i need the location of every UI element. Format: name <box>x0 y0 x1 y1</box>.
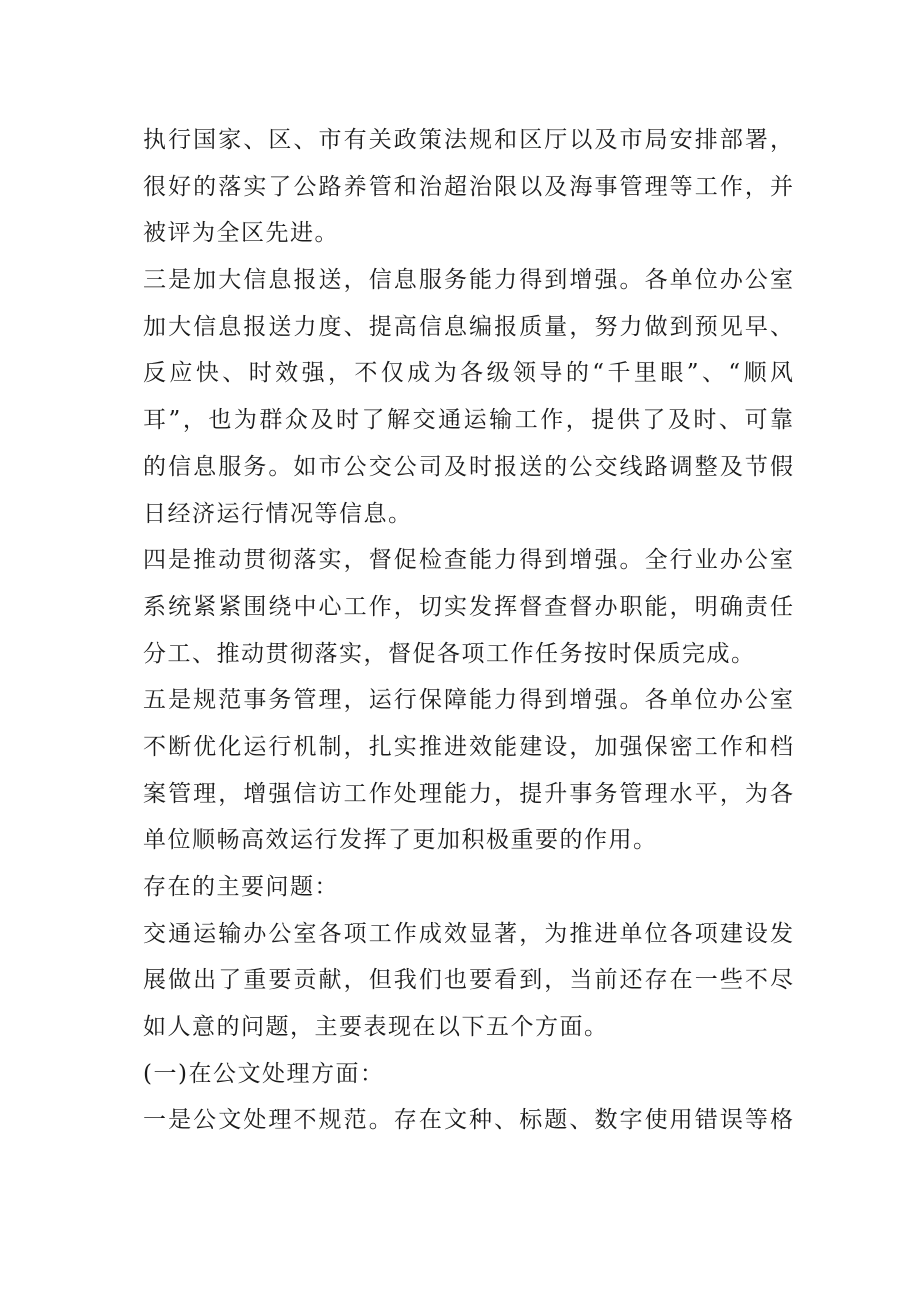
text-line: 五是规范事务管理，运行保障能力得到增强。各单位办公室 <box>143 687 793 714</box>
text-line: 不断优化运行机制，扎实推进效能建设，加强保密工作和档 <box>143 733 793 760</box>
body-text <box>143 117 793 1144</box>
text-line: 三是加大信息报送，信息服务能力得到增强。各单位办公室 <box>143 267 793 294</box>
text-line: 四是推动贯彻落实，督促检查能力得到增强。全行业办公室 <box>143 547 793 574</box>
text-line: 单位顺畅高效运行发挥了更加积极重要的作用。 <box>143 827 658 854</box>
section-heading: (一)在公文处理方面： <box>143 1060 385 1087</box>
text-line: 反应快、时效强，不仅成为各级领导的“千里眼”、“顺风 <box>143 360 793 387</box>
text-line: 展做出了重要贡献，但我们也要看到，当前还存在一些不尽 <box>143 967 793 994</box>
text-line: 如人意的问题，主要表现在以下五个方面。 <box>143 1014 609 1041</box>
text-line: 分工、推动贯彻落实，督促各项工作任务按时保质完成。 <box>143 640 756 667</box>
text-line: 一是公文处理不规范。存在文种、标题、数字使用错误等格 <box>143 1107 793 1134</box>
text-line: 执行国家、区、市有关政策法规和区厅以及市局安排部署， <box>143 127 793 153</box>
text-line: 的信息服务。如市公交公司及时报送的公交线路调整及节假 <box>143 453 793 480</box>
text-line: 交通运输办公室各项工作成效显著，为推进单位各项建设发 <box>143 920 793 947</box>
text-line: 案管理，增强信访工作处理能力，提升事务管理水平，为各 <box>143 780 793 807</box>
text-line: 耳”，也为群众及时了解交通运输工作，提供了及时、可靠 <box>143 407 793 434</box>
text-line: 加大信息报送力度、提高信息编报质量，努力做到预见早、 <box>143 313 793 340</box>
section-heading: 存在的主要问题： <box>143 874 339 900</box>
text-line: 很好的落实了公路养管和治超治限以及海事管理等工作，并 <box>143 173 793 200</box>
text-line: 日经济运行情况等信息。 <box>143 500 413 527</box>
text-line: 被评为全区先进。 <box>143 220 339 247</box>
text-line: 系统紧紧围绕中心工作，切实发挥督查督办职能，明确责任 <box>143 593 793 620</box>
